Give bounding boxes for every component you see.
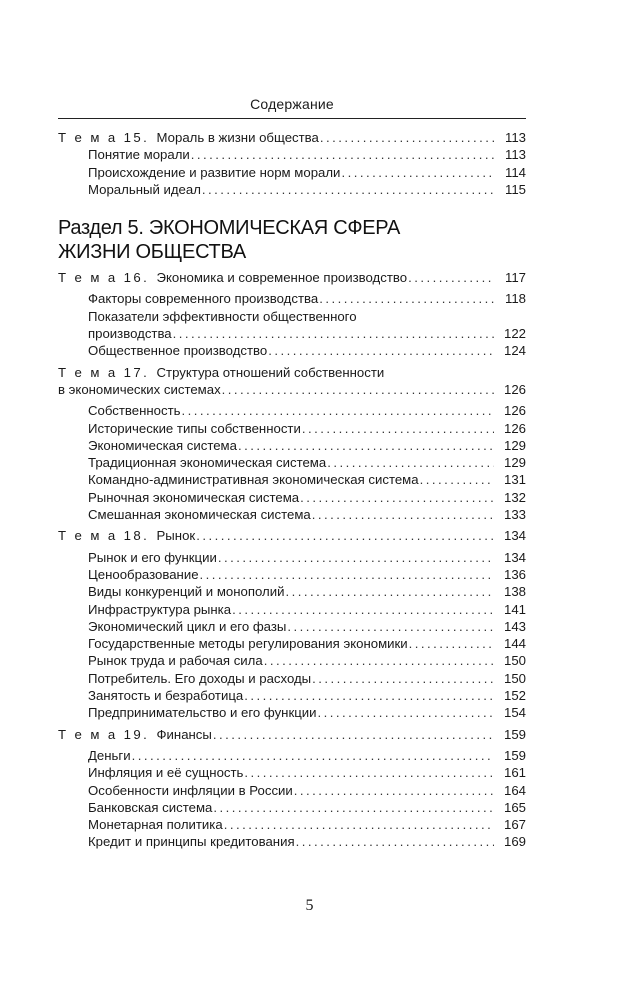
topic-prefix: Т е м а 17.	[58, 364, 150, 380]
topic-title: в экономических системах	[58, 381, 221, 397]
page-ref: 169	[503, 834, 526, 850]
page-ref: 124	[503, 343, 526, 359]
toc-item[interactable]	[58, 146, 526, 163]
page-ref: 113	[504, 130, 526, 145]
toc-item-label: Собственность	[88, 403, 181, 419]
toc-item-label: Понятие морали	[88, 147, 190, 163]
leader-dots	[196, 527, 494, 544]
toc-item[interactable]	[58, 601, 526, 618]
toc-item[interactable]	[58, 566, 526, 583]
toc-item-label: Исторические типы собственности	[88, 420, 301, 436]
toc-item[interactable]	[58, 437, 526, 454]
leader-dots	[302, 420, 494, 437]
toc-item[interactable]	[58, 635, 526, 652]
page-ref: 132	[503, 489, 526, 505]
toc-item[interactable]	[58, 833, 526, 850]
page-ref: 167	[503, 817, 526, 833]
page-ref: 161	[503, 765, 526, 781]
leader-dots	[268, 342, 494, 359]
page-ref: 113	[504, 147, 526, 163]
page-ref: 114	[504, 164, 526, 180]
leader-dots	[341, 164, 494, 181]
topic-prefix: Т е м а 18.	[58, 528, 150, 544]
toc-item[interactable]	[58, 471, 526, 488]
page-ref: 136	[503, 566, 526, 582]
leader-dots	[224, 816, 494, 833]
section-title-line: Раздел 5. ЭКОНОМИЧЕСКАЯ СФЕРА	[58, 217, 401, 240]
leader-dots	[200, 566, 494, 583]
leader-dots	[420, 471, 494, 488]
leader-dots	[318, 704, 494, 721]
toc-item-label: Предпринимательство и его функции	[88, 705, 317, 721]
toc-item[interactable]	[58, 290, 526, 307]
toc-topic-17-cont[interactable]	[58, 381, 526, 398]
toc-item-label: Банковская система	[88, 799, 213, 815]
toc-topic-15[interactable]	[58, 129, 526, 146]
leader-dots	[409, 635, 494, 652]
leader-dots	[287, 618, 494, 635]
topic-title: Финансы	[156, 726, 212, 742]
page-ref: 143	[503, 618, 526, 634]
leader-dots	[408, 269, 494, 286]
page-ref: 141	[503, 601, 526, 617]
page-ref: 122	[503, 326, 526, 342]
toc-item-label: Деньги	[88, 747, 131, 763]
topic-prefix: Т е м а 16.	[58, 270, 150, 286]
toc-item-label: Государственные методы регулирования экономики	[88, 636, 408, 652]
page-ref: 164	[503, 782, 526, 798]
toc-item[interactable]	[58, 181, 526, 198]
leader-dots	[327, 454, 494, 471]
toc-item[interactable]	[58, 782, 526, 799]
toc-topic-17[interactable]	[58, 364, 526, 381]
leader-dots	[132, 747, 494, 764]
leader-dots	[213, 726, 494, 743]
toc-item[interactable]	[58, 454, 526, 471]
leader-dots	[238, 437, 494, 454]
toc-item-label: производства	[88, 326, 172, 342]
toc-item-label: Рынок труда и рабочая сила	[88, 653, 263, 669]
toc-item-label: Происхождение и развитие норм морали	[88, 164, 341, 180]
leader-dots	[182, 402, 495, 419]
leader-dots	[244, 687, 494, 704]
toc-item-label: Монетарная политика	[88, 817, 223, 833]
toc-item-label: Моральный идеал	[88, 181, 201, 197]
toc-item[interactable]	[58, 670, 526, 687]
page-ref: 115	[504, 181, 526, 197]
toc-item[interactable]	[58, 618, 526, 635]
page-ref: 138	[503, 584, 526, 600]
toc-topic-18[interactable]	[58, 527, 526, 544]
toc-item-label: Общественное производство	[88, 343, 268, 359]
toc-item[interactable]	[58, 549, 526, 566]
page-ref: 117	[504, 270, 526, 286]
page-ref: 118	[504, 291, 526, 307]
page-ref: 150	[503, 653, 526, 669]
toc-item[interactable]	[58, 489, 526, 506]
toc-item-label: Занятость и безработица	[88, 688, 244, 704]
topic-title: Мораль в жизни общества	[156, 130, 319, 145]
topic-prefix: Т е м а 15.	[58, 130, 150, 145]
toc-item-label: Экономический цикл и его фазы	[88, 618, 287, 634]
page-ref: 152	[503, 688, 526, 704]
toc-item-label: Командно-административная экономическая система	[88, 472, 419, 488]
leader-dots	[232, 601, 494, 618]
toc-item-label: Ценообразование	[88, 566, 199, 582]
page-number: 5	[305, 897, 314, 914]
toc-item-label: Традиционная экономическая система	[88, 455, 327, 471]
toc-item[interactable]	[58, 325, 526, 342]
leader-dots	[202, 181, 494, 198]
page-ref: 126	[503, 420, 526, 436]
page-ref: 126	[503, 403, 526, 419]
toc-item[interactable]	[58, 747, 526, 764]
toc-item-label: Смешанная экономическая система	[88, 507, 311, 523]
page-ref: 126	[503, 381, 526, 397]
leader-dots	[320, 129, 494, 146]
page-ref: 134	[503, 528, 526, 544]
page-ref: 154	[503, 705, 526, 721]
toc-item[interactable]	[58, 164, 526, 181]
page-ref: 131	[503, 472, 526, 488]
toc-item-label: Виды конкуренций и монополий	[88, 584, 285, 600]
toc-item-label-line[interactable]: Показатели эффективности общественного	[88, 308, 357, 324]
toc-item-label: Рыночная экономическая система	[88, 489, 300, 505]
page-ref: 159	[503, 747, 526, 763]
toc-item-label: Экономическая система	[88, 437, 237, 453]
page-ref: 150	[503, 670, 526, 686]
toc-item-label: Рынок и его функции	[88, 549, 217, 565]
page-ref: 134	[503, 549, 526, 565]
leader-dots	[244, 764, 494, 781]
leader-dots	[213, 799, 494, 816]
leader-dots	[312, 506, 494, 523]
toc-topic-19[interactable]	[58, 726, 526, 743]
toc-item[interactable]	[58, 402, 526, 419]
leader-dots	[173, 325, 494, 342]
toc-item[interactable]	[58, 652, 526, 669]
page-ref: 144	[503, 636, 526, 652]
toc-item[interactable]	[58, 583, 526, 600]
topic-prefix: Т е м а 19.	[58, 726, 150, 742]
toc-item[interactable]	[58, 342, 526, 359]
leader-dots	[300, 489, 494, 506]
topic-title: Экономика и современное производство	[156, 270, 408, 286]
leader-dots	[296, 833, 494, 850]
leader-dots	[218, 549, 494, 566]
toc-topic-16[interactable]	[58, 269, 526, 286]
toc-item-label: Потребитель. Его доходы и расходы	[88, 670, 312, 686]
topic-title: Структура отношений собственности	[156, 364, 385, 380]
toc-item-label: Факторы современного производства	[88, 291, 319, 307]
leader-dots	[285, 583, 494, 600]
table-of-contents	[58, 129, 526, 851]
toc-item[interactable]	[58, 764, 526, 781]
page-ref: 129	[503, 455, 526, 471]
toc-item-label: Особенности инфляции в России	[88, 782, 293, 798]
toc-item-label: Кредит и принципы кредитования	[88, 834, 295, 850]
header-rule	[58, 118, 526, 119]
page-ref: 133	[503, 507, 526, 523]
toc-item[interactable]	[58, 506, 526, 523]
toc-item[interactable]	[58, 799, 526, 816]
leader-dots	[222, 381, 494, 398]
page-ref: 165	[503, 799, 526, 815]
leader-dots	[191, 146, 494, 163]
toc-item[interactable]	[58, 816, 526, 833]
topic-title: Рынок	[156, 528, 196, 544]
leader-dots	[319, 290, 494, 307]
page-ref: 159	[503, 726, 526, 742]
leader-dots	[294, 782, 494, 799]
section-title-line: ЖИЗНИ ОБЩЕСТВА	[58, 241, 246, 264]
running-header: Содержание	[250, 96, 334, 112]
toc-item-label: Инфляция и её сущность	[88, 765, 244, 781]
leader-dots	[312, 670, 494, 687]
toc-item-label: Инфраструктура рынка	[88, 601, 232, 617]
toc-item[interactable]	[58, 687, 526, 704]
toc-item[interactable]	[58, 420, 526, 437]
page-ref: 129	[503, 437, 526, 453]
leader-dots	[264, 652, 494, 669]
toc-item[interactable]	[58, 704, 526, 721]
